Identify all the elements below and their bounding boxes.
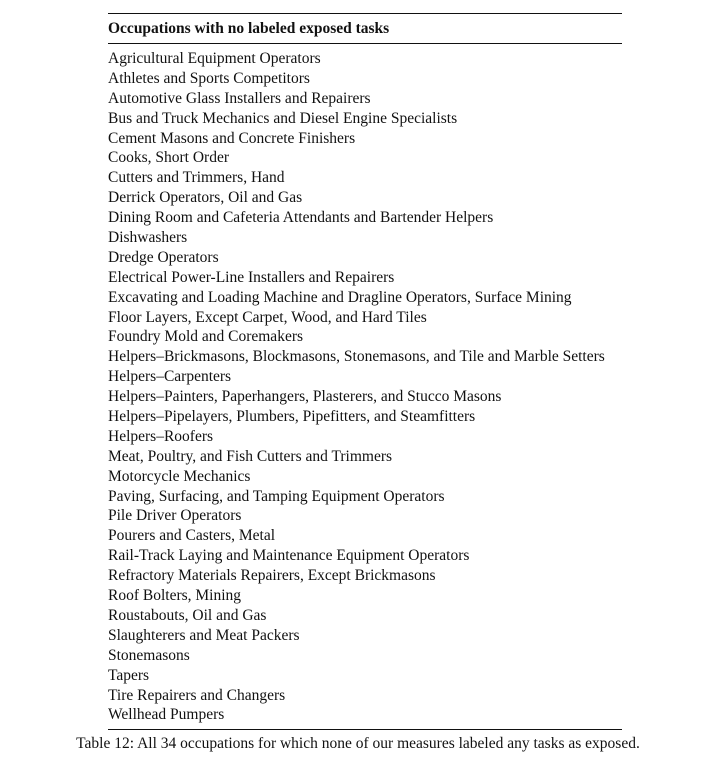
occupation-list [108, 44, 622, 729]
occupation-row: Dishwashers [108, 229, 188, 247]
occupation-row: Agricultural Equipment Operators [108, 50, 321, 67]
occupation-row: Helpers–Brickmasons, Blockmasons, Stonemasons, and Tile and Marble Setters [108, 348, 605, 366]
occupation-row: Cutters and Trimmers, Hand [108, 169, 285, 187]
occupation-row: Stonemasons [108, 646, 190, 664]
occupation-row: Helpers–Pipelayers, Plumbers, Pipefitters, and Steamfitters [108, 408, 476, 426]
occupation-row: Bus and Truck Mechanics and Diesel Engine Specialists [108, 109, 458, 127]
occupation-row: Athletes and Sports Competitors [108, 69, 310, 87]
occupation-row: Paving, Surfacing, and Tamping Equipment Operators [108, 487, 445, 505]
occupation-row: Helpers–Carpenters [108, 368, 232, 386]
occupation-row: Dredge Operators [108, 248, 219, 266]
occupation-row: Excavating and Loading Machine and Dragline Operators, Surface Mining [108, 288, 572, 306]
occupation-row: Helpers–Roofers [108, 427, 214, 445]
occupation-row: Derrick Operators, Oil and Gas [108, 189, 303, 207]
occupation-row: Roustabouts, Oil and Gas [108, 606, 267, 624]
occupation-row: Rail-Track Laying and Maintenance Equipment Operators [108, 547, 470, 565]
occupation-row: Dining Room and Cafeteria Attendants and Bartender Helpers [108, 209, 494, 227]
occupation-row: Wellhead Pumpers [108, 706, 225, 724]
occupation-row: Motorcycle Mechanics [108, 467, 251, 485]
occupation-row: Automotive Glass Installers and Repairers [108, 89, 371, 107]
occupation-row: Floor Layers, Except Carpet, Wood, and Hard Tiles [108, 308, 427, 326]
occupation-row: Pourers and Casters, Metal [108, 527, 276, 545]
occupation-row: Roof Bolters, Mining [108, 587, 242, 605]
table-caption: Table 12: All 34 occupations for which none of our measures labeled any tasks as exposed. [76, 735, 640, 752]
occupation-row: Cooks, Short Order [108, 149, 229, 167]
occupation-row: Pile Driver Operators [108, 507, 242, 525]
occupation-row: Cement Masons and Concrete Finishers [108, 129, 356, 147]
occupation-row: Electrical Power-Line Installers and Repairers [108, 268, 395, 286]
occupation-row: Meat, Poultry, and Fish Cutters and Trimmers [108, 447, 393, 465]
table-header: Occupations with no labeled exposed tasks [108, 20, 390, 37]
occupation-row: Tire Repairers and Changers [108, 686, 286, 704]
occupation-row: Foundry Mold and Coremakers [108, 328, 304, 346]
occupation-row: Refractory Materials Repairers, Except Brickmasons [108, 567, 436, 585]
occupation-row: Slaughterers and Meat Packers [108, 626, 300, 644]
occupation-row: Helpers–Painters, Paperhangers, Plasterers, and Stucco Masons [108, 388, 502, 406]
occupation-row: Tapers [108, 666, 150, 684]
occupations-table [108, 13, 622, 730]
table-bottom-rule [108, 729, 622, 730]
